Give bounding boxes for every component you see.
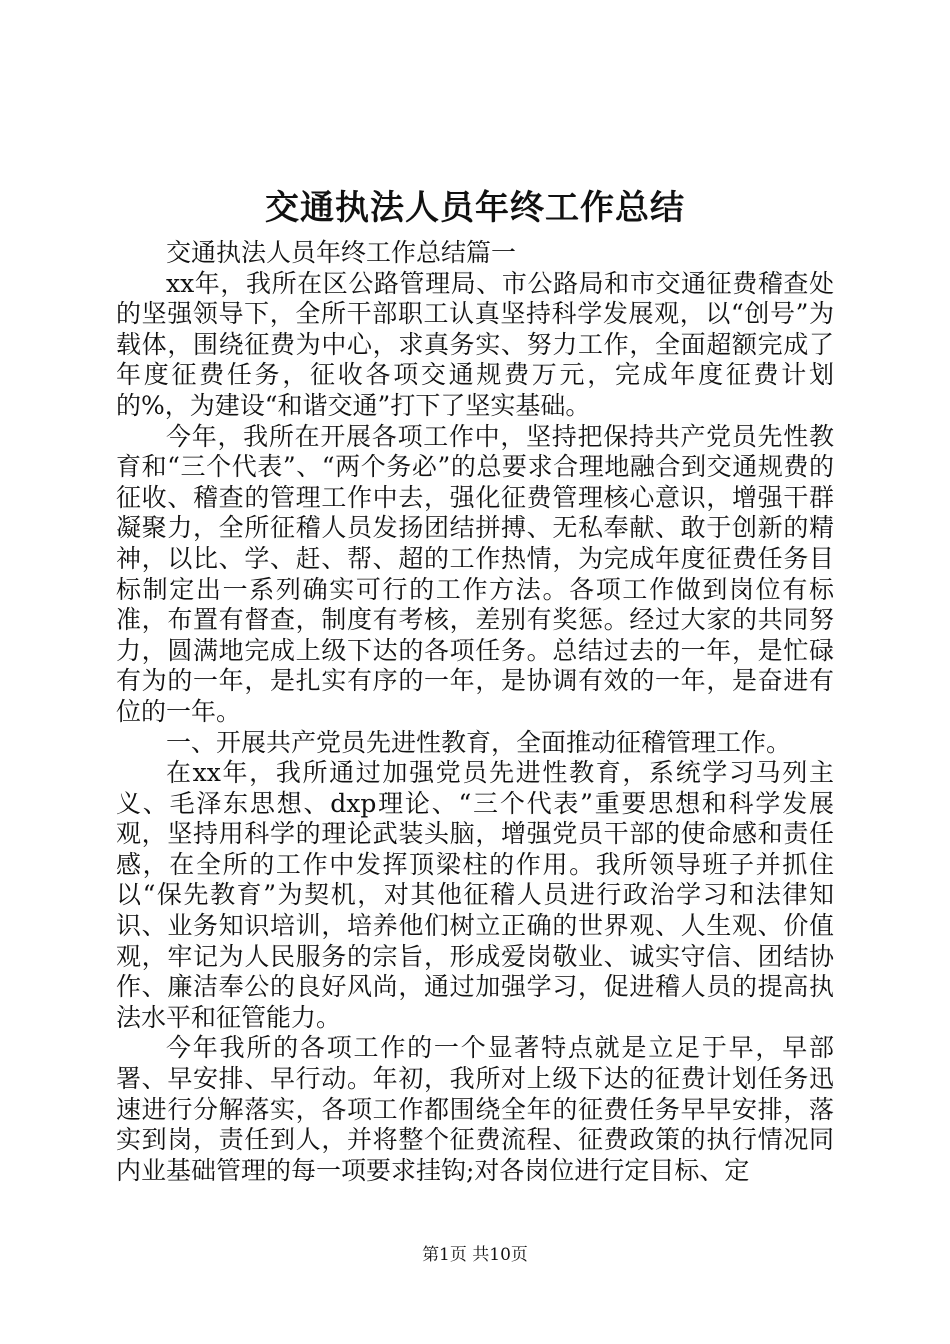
subsection-heading: 一、开展共产党员先进性教育，全面推动征稽管理工作。 [166,727,792,757]
document-title: 交通执法人员年终工作总结 [265,188,685,228]
paragraph: 在xx年，我所通过加强党员先进性教育，系统学习马列主义、毛泽东思想、dxp理论、“三个代表”重要思想和科学发展观，坚持用科学的理论武装头脑，增强党员干部的使命感和责任感，在全所的工作中发挥顶梁柱的作用。我所领导班子并抓住以“保先教育”为契机，对其他征稽人员进行政治学习和法律知识、业务知识培训，培养他们树立正确的世界观、人生观、价值观，牢记为人民服务的宗旨，形成爱岗敬业、诚实守信、团结协作、廉洁奉公的良好风尚，通过加强学习，促进稽人员的提高执法水平和征管能力。 [116,758,834,1032]
page-number-footer: 第1页 共10页 [422,1245,528,1265]
paragraph: xx年，我所在区公路管理局、市公路局和市交通征费稽查处的坚强领导下，全所干部职工认真坚持科学发展观，以“创号”为载体，围绕征费为中心，求真务实、努力工作，全面超额完成了年度征费任务，征收各项交通规费万元，完成年度征费计划的%，为建设“和谐交通”打下了坚实基础。 [116,268,834,420]
paragraph: 今年我所的各项工作的一个显著特点就是立足于早，早部署、早安排、早行动。年初，我所对上级下达的征费计划任务迅速进行分解落实，各项工作都围绕全年的征费任务早早安排，落实到岗，责任到人，并将整个征费流程、征费政策的执行情况同内业基础管理的每一项要求挂钩;对各岗位进行定目标、定 [116,1033,834,1185]
section-heading: 交通执法人员年终工作总结篇一 [166,238,517,267]
paragraph: 今年，我所在开展各项工作中，坚持把保持共产党员先性教育和“三个代表”、“两个务必”的总要求合理地融合到交通规费的征收、稽查的管理工作中去，强化征费管理核心意识，增强干群凝聚力，全所征稽人员发扬团结拼搏、无私奉献、敢于创新的精神，以比、学、赶、帮、超的工作热情，为完成年度征费任务目标制定出一系列确实可行的工作方法。各项工作做到岗位有标准，布置有督查，制度有考核，差别有奖惩。经过大家的共同努力，圆满地完成上级下达的各项任务。总结过去的一年，是忙碌有为的一年，是扎实有序的一年，是协调有效的一年，是奋进有位的一年。 [116,421,834,726]
document-body [116,238,834,1186]
